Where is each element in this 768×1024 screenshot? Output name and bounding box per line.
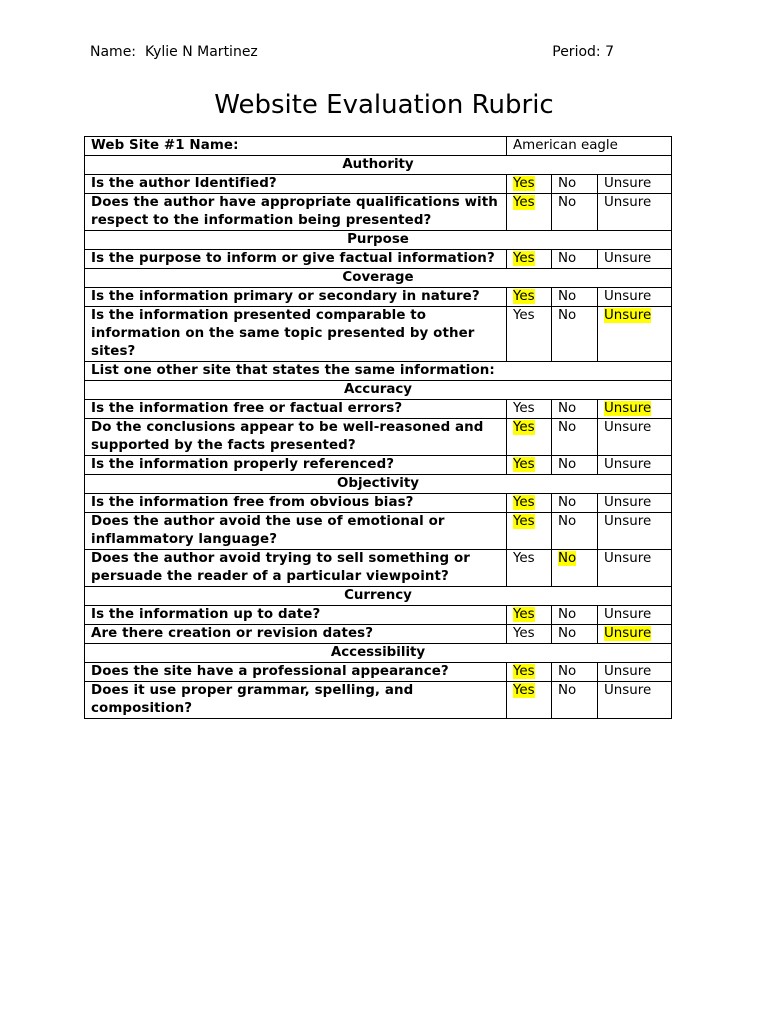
option-label: Yes — [513, 626, 535, 641]
site-value: American eagle — [507, 137, 672, 156]
option-no — [552, 400, 598, 419]
option-label: No — [558, 457, 577, 472]
section-purpose: Purpose — [85, 231, 672, 250]
option-yes — [507, 494, 552, 513]
option-label: Unsure — [604, 308, 652, 323]
section-authority: Authority — [85, 156, 672, 175]
name-value: Kylie N Martinez — [144, 44, 258, 60]
question-row — [85, 419, 672, 456]
question-row — [85, 625, 672, 644]
other-site-prompt: List one other site that states the same information: — [85, 362, 672, 381]
option-label: Yes — [513, 457, 535, 472]
section-row — [85, 269, 672, 288]
page-title: Website Evaluation Rubric — [214, 90, 554, 120]
option-yes — [507, 513, 552, 550]
question-row — [85, 250, 672, 269]
option-no — [552, 682, 598, 719]
question-row — [85, 494, 672, 513]
option-yes — [507, 175, 552, 194]
option-label: No — [558, 551, 577, 566]
option-label: Unsure — [604, 495, 652, 510]
section-row — [85, 644, 672, 663]
option-no — [552, 288, 598, 307]
option-unsure — [598, 400, 672, 419]
option-label: Unsure — [604, 195, 652, 210]
option-unsure — [598, 606, 672, 625]
question-row — [85, 175, 672, 194]
question-text: Is the information primary or secondary in nature? — [85, 288, 507, 307]
option-label: Unsure — [604, 514, 652, 529]
question-row — [85, 456, 672, 475]
option-yes — [507, 550, 552, 587]
option-label: Yes — [513, 495, 535, 510]
question-row — [85, 663, 672, 682]
option-no — [552, 419, 598, 456]
option-unsure — [598, 625, 672, 644]
option-no — [552, 250, 598, 269]
option-label: Unsure — [604, 626, 652, 641]
option-yes — [507, 663, 552, 682]
option-label: Unsure — [604, 420, 652, 435]
list-row — [85, 362, 672, 381]
question-row — [85, 307, 672, 362]
section-currency: Currency — [85, 587, 672, 606]
question-text: Is the information up to date? — [85, 606, 507, 625]
option-label: Unsure — [604, 176, 652, 191]
question-text: Does the author avoid the use of emotional or inflammatory language? — [85, 513, 507, 550]
question-text: Are there creation or revision dates? — [85, 625, 507, 644]
section-row — [85, 381, 672, 400]
option-unsure — [598, 419, 672, 456]
option-no — [552, 194, 598, 231]
option-label: Yes — [513, 401, 535, 416]
section-row — [85, 231, 672, 250]
option-label: Yes — [513, 195, 535, 210]
option-no — [552, 456, 598, 475]
section-row — [85, 587, 672, 606]
option-yes — [507, 682, 552, 719]
option-yes — [507, 625, 552, 644]
option-yes — [507, 250, 552, 269]
option-no — [552, 606, 598, 625]
question-text: Does the author have appropriate qualifications with respect to the information being presented? — [85, 194, 507, 231]
option-no — [552, 513, 598, 550]
option-label: Unsure — [604, 401, 652, 416]
option-unsure — [598, 307, 672, 362]
option-label: No — [558, 176, 577, 191]
option-label: Yes — [513, 289, 535, 304]
question-text: Does it use proper grammar, spelling, and composition? — [85, 682, 507, 719]
option-unsure — [598, 663, 672, 682]
rubric-table — [84, 136, 672, 719]
question-row — [85, 288, 672, 307]
option-label: Unsure — [604, 664, 652, 679]
header-line — [90, 44, 614, 60]
option-yes — [507, 419, 552, 456]
question-text: Is the information presented comparable to information on the same topic presented by other sites? — [85, 307, 507, 362]
option-label: Yes — [513, 308, 535, 323]
option-label: Yes — [513, 683, 535, 698]
option-no — [552, 625, 598, 644]
option-yes — [507, 288, 552, 307]
period-value: 7 — [605, 44, 614, 60]
option-label: No — [558, 495, 577, 510]
question-text: Is the information free or factual errors? — [85, 400, 507, 419]
option-unsure — [598, 175, 672, 194]
option-label: No — [558, 514, 577, 529]
question-text: Does the site have a professional appearance? — [85, 663, 507, 682]
option-label: Yes — [513, 251, 535, 266]
site-row — [85, 137, 672, 156]
question-text: Is the author Identified? — [85, 175, 507, 194]
section-accuracy: Accuracy — [85, 381, 672, 400]
period-label: Period: — [552, 44, 601, 60]
option-label: No — [558, 401, 577, 416]
option-label: Unsure — [604, 683, 652, 698]
name-label: Name: — [90, 44, 137, 60]
question-row — [85, 400, 672, 419]
option-label: Unsure — [604, 607, 652, 622]
question-text: Is the purpose to inform or give factual information? — [85, 250, 507, 269]
option-label: Unsure — [604, 551, 652, 566]
section-coverage: Coverage — [85, 269, 672, 288]
option-no — [552, 175, 598, 194]
question-row — [85, 682, 672, 719]
question-text: Does the author avoid trying to sell something or persuade the reader of a particular viewpoint? — [85, 550, 507, 587]
question-row — [85, 606, 672, 625]
option-no — [552, 550, 598, 587]
question-row — [85, 513, 672, 550]
option-yes — [507, 456, 552, 475]
option-label: Yes — [513, 551, 535, 566]
question-text: Is the information free from obvious bias? — [85, 494, 507, 513]
option-unsure — [598, 456, 672, 475]
site-label: Web Site #1 Name: — [85, 137, 507, 156]
option-label: Yes — [513, 664, 535, 679]
option-label: No — [558, 683, 577, 698]
section-accessibility: Accessibility — [85, 644, 672, 663]
option-yes — [507, 400, 552, 419]
option-label: Unsure — [604, 457, 652, 472]
option-label: No — [558, 607, 577, 622]
option-no — [552, 663, 598, 682]
option-unsure — [598, 513, 672, 550]
section-row — [85, 156, 672, 175]
question-text: Do the conclusions appear to be well-reasoned and supported by the facts presented? — [85, 419, 507, 456]
question-row — [85, 194, 672, 231]
option-label: No — [558, 664, 577, 679]
option-label: Unsure — [604, 251, 652, 266]
option-label: Yes — [513, 514, 535, 529]
question-text: Is the information properly referenced? — [85, 456, 507, 475]
option-label: No — [558, 195, 577, 210]
option-yes — [507, 194, 552, 231]
option-yes — [507, 307, 552, 362]
option-yes — [507, 606, 552, 625]
option-unsure — [598, 682, 672, 719]
option-label: No — [558, 289, 577, 304]
question-row — [85, 550, 672, 587]
option-label: Unsure — [604, 289, 652, 304]
period-field — [552, 44, 614, 60]
section-objectivity: Objectivity — [85, 475, 672, 494]
option-unsure — [598, 288, 672, 307]
option-label: No — [558, 308, 577, 323]
option-no — [552, 494, 598, 513]
option-unsure — [598, 494, 672, 513]
option-label: No — [558, 420, 577, 435]
option-label: Yes — [513, 607, 535, 622]
name-field — [90, 44, 258, 60]
option-label: No — [558, 626, 577, 641]
option-label: No — [558, 251, 577, 266]
option-no — [552, 307, 598, 362]
option-unsure — [598, 194, 672, 231]
section-row — [85, 475, 672, 494]
option-label: Yes — [513, 176, 535, 191]
option-label: Yes — [513, 420, 535, 435]
option-unsure — [598, 250, 672, 269]
option-unsure — [598, 550, 672, 587]
